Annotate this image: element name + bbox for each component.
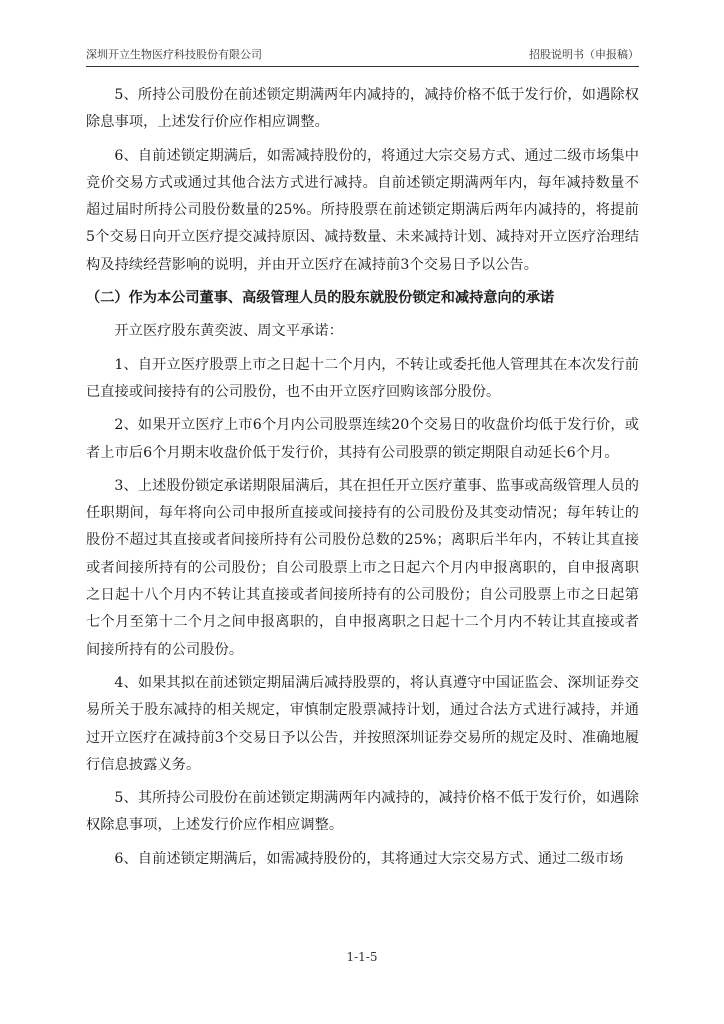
paragraph-8: 5、其所持公司股份在前述锁定期满两年内减持的，减持价格不低于发行价，如遇除权除息事项，上述发行价应作相应调整。 [86,790,639,834]
paragraph-5: 2、如果开立医疗上市6个月内公司股票连续20个交易日的收盘价均低于发行价，或者上市后6个月期末收盘价低于发行价，其持有公司股票的锁定期限自动延长6个月。 [86,417,639,461]
document-body [86,82,639,873]
paragraph-2: 6、自前述锁定期满后，如需减持股份的，将通过大宗交易方式、通过二级市场集中竞价交易方式或通过其他合法方式进行减持。自前述锁定期满两年内，每年减持数量不超过届时所持公司股份数量的25%。所持股票在前述锁定期满后两年内减持的，将提前5个交易日向开立医疗提交减持原因、减持数量、未来减持计划、减持对开立医疗治理结构及持续经营影响的说明，并由开立医疗在减持前3个交易日予以公告。 [86,147,639,273]
paragraph-7: 4、如果其拟在前述锁定期届满后减持股票的，将认真遵守中国证监会、深圳证券交易所关于股东减持的相关规定，审慎制定股票减持计划，通过合法方式进行减持，并通过开立医疗在减持前3个交易日予以公告，并按照深圳证券交易所的规定及时、准确地履行信息披露义务。 [86,674,639,773]
paragraph-6: 3、上述股份锁定承诺期限届满后，其在担任开立医疗董事、监事或高级管理人员的任职期间，每年将向公司申报所直接或间接持有的公司股份及其变动情况；每年转让的股份不超过其直接或者间接所持有公司股份总数的25%；离职后半年内，不转让其直接或者间接所持有的公司股份；自公司股票上市之日起六个月内申报离职的，自申报离职之日起十八个月内不转让其直接或者间接所持有的公司股份；自公司股票上市之日起第七个月至第十二个月之间申报离职的，自申报离职之日起十二个月内不转让其直接或者间接所持有的公司股份。 [86,477,639,658]
document-type: 招股说明书（申报稿） [529,48,639,61]
company-name: 深圳开立生物医疗科技股份有限公司 [86,48,262,61]
paragraph-4: 1、自开立医疗股票上市之日起十二个月内，不转让或委托他人管理其在本次发行前已直接或间接持有的公司股份，也不由开立医疗回购该部分股份。 [86,356,639,400]
page-header [86,44,639,67]
page-number: 1-1-5 [346,950,378,964]
paragraph-1: 5、所持公司股份在前述锁定期满两年内减持的，减持价格不低于发行价，如遇除权除息事项，上述发行价应作相应调整。 [86,87,639,131]
section-heading: （二）作为本公司董事、高级管理人员的股东就股份锁定和减持意向的承诺 [86,290,555,307]
paragraph-3: 开立医疗股东黄奕波、周文平承诺： [114,323,343,340]
paragraph-9: 6、自前述锁定期满后，如需减持股份的，其将通过大宗交易方式、通过二级市场 [114,850,624,867]
